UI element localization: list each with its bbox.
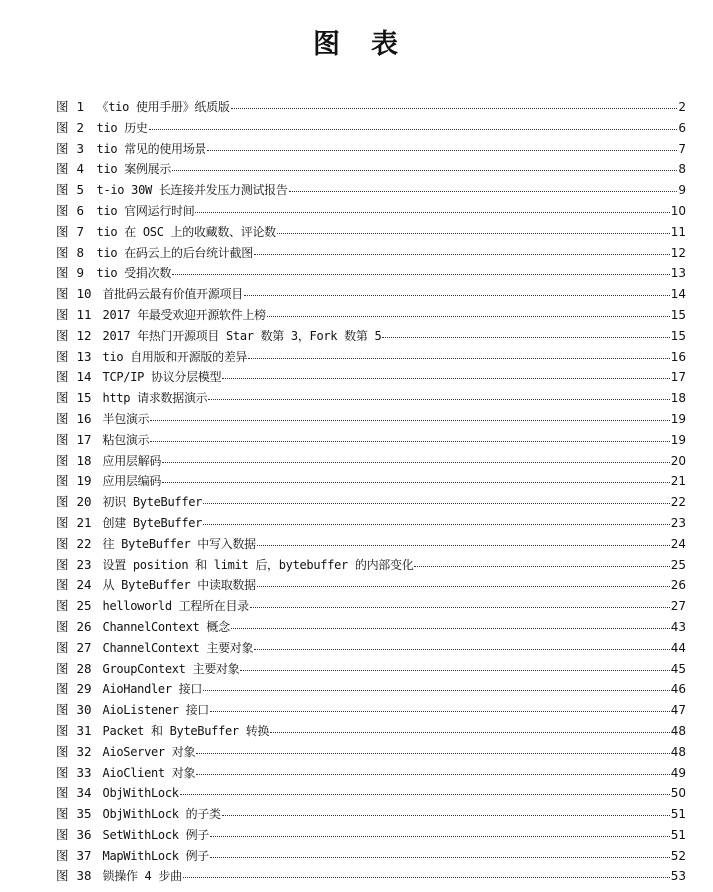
page-number: 6 [678,120,686,135]
page-number: 50 [670,786,686,801]
figure-title: http 请求数据演示 [102,391,208,406]
figure-list-item[interactable] [56,617,686,638]
figure-list-item[interactable] [56,97,686,118]
dot-leader [210,710,670,712]
dot-leader [196,773,670,775]
figure-list-item[interactable] [56,430,686,451]
figure-number: 6 [76,202,85,218]
figure-label: 图 [56,306,69,322]
figure-number: 1 [76,99,85,114]
dot-leader [414,565,669,567]
figure-title: 应用层解码 [102,453,162,468]
dot-leader [240,669,669,671]
figure-label: 图 [56,265,69,281]
figure-list-item[interactable] [56,118,686,139]
figure-list-item[interactable] [56,679,686,700]
page-number: 15 [670,307,686,322]
dot-leader [222,814,670,816]
figure-label: 图 [56,494,69,510]
figure-label: 图 [56,722,69,738]
dot-leader [267,315,670,317]
figure-list-item[interactable] [56,263,686,284]
figure-label: 图 [56,473,69,489]
page-number: 10 [670,203,686,218]
figure-number: 8 [76,244,85,260]
figure-label: 图 [56,618,69,634]
figure-list-item[interactable] [56,284,686,305]
page-number: 25 [670,557,686,572]
figure-title: AioServer 对象 [102,744,196,759]
figure-number: 2 [76,119,85,135]
figure-label: 图 [56,847,69,863]
figure-number: 29 [76,681,92,697]
dot-leader [382,336,669,338]
dot-leader [149,128,678,130]
figure-list [56,97,686,887]
figure-title: MapWithLock 例子 [102,848,210,863]
figure-number: 36 [76,826,92,842]
figure-list-item[interactable] [56,409,686,430]
figure-title: tio 在码云上的后台统计截图 [96,245,253,260]
figure-number: 9 [76,265,85,281]
figure-number: 33 [76,764,92,780]
figure-number: 31 [76,722,92,738]
figure-title: 初识 ByteBuffer [102,495,203,510]
figure-title: t-io 30W 长连接并发压力测试报告 [96,183,288,198]
page-number: 2 [678,100,686,114]
figure-label: 图 [56,514,69,530]
figure-number: 16 [76,410,92,426]
figure-label: 图 [56,161,69,177]
dot-leader [180,793,670,795]
figure-number: 10 [76,286,92,302]
figure-list-item[interactable] [56,471,686,492]
dot-leader [231,627,670,629]
page-number: 47 [670,703,686,718]
figure-label: 图 [56,764,69,780]
figure-number: 26 [76,618,92,634]
figure-label: 图 [56,577,69,593]
figure-title: tio 历史 [96,120,148,135]
page-number: 11 [670,224,686,239]
figure-number: 37 [76,847,92,863]
dot-leader [196,752,670,754]
dot-leader [203,502,670,504]
figure-title: SetWithLock 例子 [102,827,210,842]
page-number: 19 [670,432,686,447]
dot-leader [250,606,670,608]
figure-number: 4 [76,161,85,177]
figure-title: ChannelContext 主要对象 [102,640,254,655]
figure-number: 20 [76,494,92,510]
figure-title: tio 在 OSC 上的收藏数、评论数 [96,224,276,239]
figure-list-item[interactable] [56,180,686,201]
figure-label: 图 [56,119,69,135]
figure-list-item[interactable] [56,742,686,763]
dot-leader [254,648,670,650]
page-number: 23 [670,515,686,530]
dot-leader [244,294,670,296]
figure-number: 15 [76,390,92,406]
dot-leader [208,398,669,400]
figure-label: 图 [56,702,69,718]
figure-label: 图 [56,390,69,406]
dot-leader [248,357,670,359]
page-number: 49 [670,765,686,780]
figure-list-item[interactable] [56,575,686,596]
figure-label: 图 [56,327,69,343]
dot-leader [254,253,670,255]
page-number: 48 [670,744,686,759]
figure-title: ObjWithLock 的子类 [102,807,221,822]
dot-leader [162,481,670,483]
figure-number: 24 [76,577,92,593]
figure-number: 21 [76,514,92,530]
figure-label: 图 [56,140,69,156]
figure-title: 创建 ByteBuffer [102,515,203,530]
dot-leader [162,461,670,463]
figure-list-item[interactable] [56,305,686,326]
figure-number: 35 [76,806,92,822]
figure-title: GroupContext 主要对象 [102,661,240,676]
page-number: 21 [670,474,686,489]
page-number: 22 [670,495,686,510]
figure-label: 图 [56,202,69,218]
dot-leader [195,211,669,213]
figure-label: 图 [56,369,69,385]
figure-label: 图 [56,452,69,468]
page-number: 27 [670,599,686,614]
figure-number: 32 [76,743,92,759]
figure-label: 图 [56,806,69,822]
dot-leader [289,190,678,192]
figure-list-item[interactable] [56,783,686,804]
page-number: 24 [670,536,686,551]
figure-number: 3 [76,140,85,156]
dot-leader [231,107,678,109]
figure-list-item[interactable] [56,513,686,534]
page-number: 51 [670,807,686,822]
figure-number: 22 [76,535,92,551]
figure-title: ChannelContext 概念 [102,619,230,634]
figure-number: 18 [76,452,92,468]
dot-leader [172,273,670,275]
figure-list-item[interactable] [56,659,686,680]
page-number: 19 [670,411,686,426]
figure-list-item[interactable] [56,139,686,160]
figure-number: 23 [76,556,92,572]
figure-label: 图 [56,348,69,364]
figure-number: 19 [76,473,92,489]
figure-title: Packet 和 ByteBuffer 转换 [102,723,270,738]
page-number: 43 [670,619,686,634]
figure-list-item[interactable] [56,846,686,867]
page-number: 53 [670,869,686,884]
figure-title: 半包演示 [102,411,150,426]
page-number: 44 [670,640,686,655]
figure-list-item[interactable] [56,451,686,472]
figure-list-item[interactable] [56,159,686,180]
figure-label: 图 [56,826,69,842]
figure-title: AioClient 对象 [102,765,196,780]
figure-label: 图 [56,556,69,572]
page-number: 51 [670,827,686,842]
dot-leader [172,169,677,171]
figure-list-item[interactable] [56,492,686,513]
figure-title: tio 受捐次数 [96,266,172,281]
figure-list-item[interactable] [56,388,686,409]
page-number: 12 [670,245,686,260]
figure-title: 从 ByteBuffer 中读取数据 [102,578,256,593]
page-number: 9 [678,183,686,198]
page-number: 46 [670,682,686,697]
figure-list-item[interactable] [56,201,686,222]
page-number: 14 [670,287,686,302]
figure-number: 27 [76,639,92,655]
figure-title: 2017 年热门开源项目 Star 数第 3，Fork 数第 5 [102,328,382,343]
figure-label: 图 [56,244,69,260]
figure-title: 2017 年最受欢迎开源软件上榜 [102,307,266,322]
figure-list-item[interactable] [56,721,686,742]
figure-title: 设置 position 和 limit 后，bytebuffer 的内部变化 [102,557,414,572]
figure-label: 图 [56,868,69,884]
figure-title: tio 案例展示 [96,162,172,177]
figure-label: 图 [56,535,69,551]
dot-leader [203,523,670,525]
figure-title: 首批码云最有价值开源项目 [102,287,243,302]
dot-leader [203,689,670,691]
figure-label: 图 [56,223,69,239]
figure-number: 30 [76,702,92,718]
figure-label: 图 [56,598,69,614]
dot-leader [210,835,670,837]
figure-label: 图 [56,681,69,697]
figure-label: 图 [56,785,69,801]
figure-number: 7 [76,223,85,239]
figure-list-item[interactable] [56,596,686,617]
figure-list-item[interactable] [56,555,686,576]
figure-label: 图 [56,182,69,198]
figure-title: 应用层编码 [102,474,162,489]
page-number: 8 [678,162,686,177]
figure-title: TCP/IP 协议分层模型 [102,370,222,385]
figure-title: helloworld 工程所在目录 [102,599,249,614]
figure-title: ObjWithLock [102,786,179,801]
page-number: 13 [670,266,686,281]
page-title: 图 表 [313,29,400,60]
figure-title: 《tio 使用手册》纸质版 [96,100,230,114]
figure-list-item[interactable] [56,825,686,846]
figure-list-item[interactable] [56,638,686,659]
page-number: 48 [670,723,686,738]
figure-number: 38 [76,868,92,884]
dot-leader [257,544,670,546]
figure-number: 13 [76,348,92,364]
page-number: 7 [678,141,686,156]
dot-leader [183,876,670,878]
page-number: 26 [670,578,686,593]
page-number: 20 [670,453,686,468]
figure-label: 图 [56,431,69,447]
figure-title: AioListener 接口 [102,703,210,718]
figure-number: 12 [76,327,92,343]
figure-label: 图 [56,410,69,426]
figure-title: tio 官网运行时间 [96,203,195,218]
figure-title: tio 自用版和开源版的差异 [102,349,248,364]
figure-list-item[interactable] [56,534,686,555]
figure-title: 锁操作 4 步曲 [102,869,182,884]
dot-leader [210,856,670,858]
page-number: 18 [670,391,686,406]
figure-title: 往 ByteBuffer 中写入数据 [102,536,256,551]
figure-label: 图 [56,639,69,655]
figure-number: 34 [76,785,92,801]
dot-leader [270,731,670,733]
dot-leader [277,232,670,234]
figure-number: 25 [76,598,92,614]
figure-label: 图 [56,660,69,676]
figure-number: 11 [76,306,92,322]
dot-leader [257,585,670,587]
figure-label: 图 [56,99,69,114]
figure-label: 图 [56,743,69,759]
dot-leader [207,149,677,151]
figure-list-item[interactable] [56,763,686,784]
figure-title: AioHandler 接口 [102,682,203,697]
figure-number: 5 [76,182,85,198]
figure-title: tio 常见的使用场景 [96,141,207,156]
page-number: 45 [670,661,686,676]
figure-number: 17 [76,431,92,447]
page-number: 52 [670,848,686,863]
dot-leader [222,377,670,379]
figure-title: 粘包演示 [102,432,150,447]
figure-label: 图 [56,286,69,302]
figure-list-item[interactable] [56,367,686,388]
figure-list-item[interactable] [56,347,686,368]
dot-leader [150,419,669,421]
dot-leader [150,440,669,442]
figure-list-item[interactable] [56,222,686,243]
figure-list-item[interactable] [56,243,686,264]
figure-list-item[interactable] [56,804,686,825]
page-number: 15 [670,328,686,343]
figure-list-item[interactable] [56,866,686,887]
figure-number: 28 [76,660,92,676]
page-number: 16 [670,349,686,364]
figure-list-item[interactable] [56,326,686,347]
figure-number: 14 [76,369,92,385]
figure-list-item[interactable] [56,700,686,721]
page-number: 17 [670,370,686,385]
